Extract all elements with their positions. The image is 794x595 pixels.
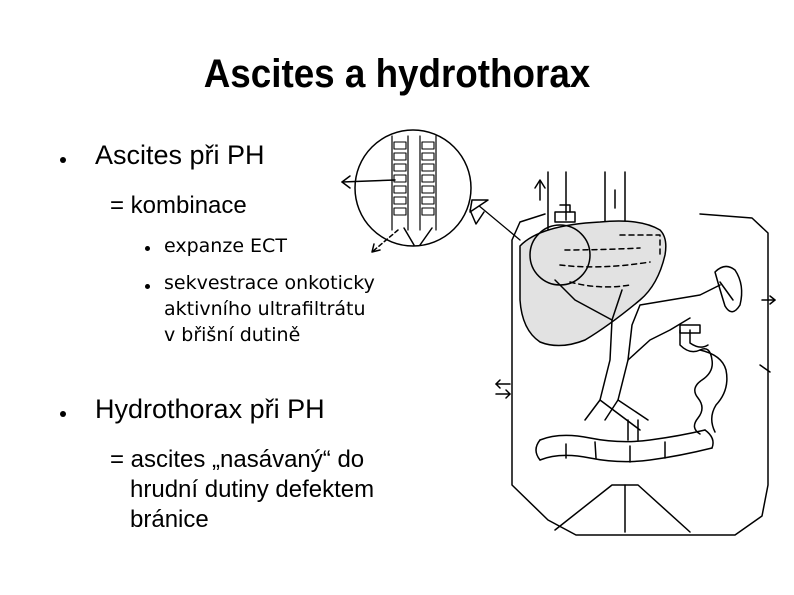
item-sekvestrace-2: aktivního ultrafiltrátu — [164, 298, 366, 320]
hydrothorax-line-1: = ascites „nasávaný“ do — [110, 446, 365, 473]
item-sekvestrace-3: v břišní dutině — [164, 324, 301, 346]
item-expanze: expanze ECT — [164, 235, 287, 257]
ascites-definition: = kombinace — [110, 192, 247, 219]
bullet-ascites: Ascites při PH — [95, 140, 265, 170]
hydrothorax-line-2: hrudní dutiny defektem — [130, 476, 375, 503]
slide-title: Ascites a hydrothorax — [203, 52, 591, 96]
bullet-hydrothorax: Hydrothorax při PH — [95, 394, 325, 424]
hydrothorax-line-3: bránice — [130, 506, 209, 533]
item-sekvestrace-1: sekvestrace onkoticky — [164, 272, 375, 294]
